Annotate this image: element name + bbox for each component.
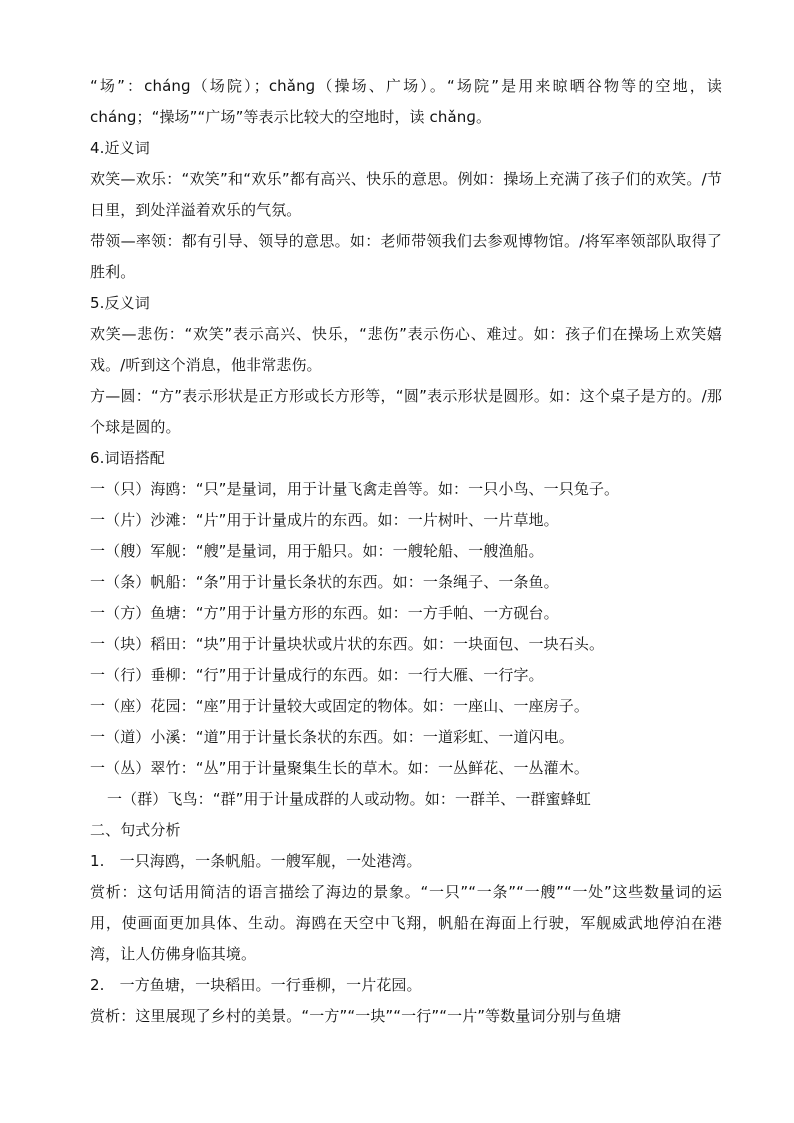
sentence-1: 1. 一只海鸥，一条帆船。一艘军舰，一处港湾。	[90, 852, 422, 870]
collocation-item: 一（只）海鸥：“只”是量词，用于计量飞禽走兽等。如：一只小鸟、一只兔子。	[90, 480, 620, 498]
paragraph-synonym-2: 带领—率领：都有引导、领导的意思。如：老师带领我们去参观博物馆。/将军率领部队取得了胜利。	[90, 232, 722, 281]
section-heading-synonyms: 4.近义词	[90, 139, 150, 157]
sentence-2-analysis: 赏析：这里展现了乡村的美景。“一方”“一块”“一行”“一片”等数量词分别与鱼塘	[90, 1007, 622, 1025]
collocation-item: 一（片）沙滩：“片”用于计量成片的东西。如：一片树叶、一片草地。	[90, 511, 559, 529]
collocation-item: 一（群）飞鸟：“群”用于计量成群的人或动物。如：一群羊、一群蜜蜂虹	[107, 790, 591, 808]
collocation-item: 一（座）花园：“座”用于计量较大或固定的物体。如：一座山、一座房子。	[90, 697, 589, 715]
collocation-item: 一（方）鱼塘：“方”用于计量方形的东西。如：一方手帕、一方砚台。	[90, 604, 559, 622]
section-heading-antonyms: 5.反义词	[90, 294, 150, 312]
collocation-item: 一（道）小溪：“道”用于计量长条状的东西。如：一道彩虹、一道闪电。	[90, 728, 574, 746]
collocation-item: 一（块）稻田：“块”用于计量块状或片状的东西。如：一块面包、一块石头。	[90, 635, 605, 653]
paragraph-chang-pronunciation: “场”：chánɡ（场院）；chǎnɡ（操场、广场）。“场院”是用来晾晒谷物等的空地，读chánɡ；“操场”“广场”等表示比较大的空地时，读 chǎnɡ。	[90, 77, 722, 126]
paragraph-synonym-1: 欢笑—欢乐：“欢笑”和“欢乐”都有高兴、快乐的意思。例如：操场上充满了孩子们的欢笑。/节日里，到处洋溢着欢乐的气氛。	[90, 170, 722, 219]
paragraph-antonym-2: 方—圆：“方”表示形状是正方形或长方形等，“圆”表示形状是圆形。如：这个桌子是方的。/那个球是圆的。	[90, 387, 722, 436]
collocation-item: 一（行）垂柳：“行”用于计量成行的东西。如：一行大雁、一行字。	[90, 666, 544, 684]
section-heading-collocations: 6.词语搭配	[90, 449, 165, 467]
collocation-item: 一（艘）军舰：“艘”是量词，用于船只。如：一艘轮船、一艘渔船。	[90, 542, 544, 560]
section-heading-sentence-analysis: 二、句式分析	[90, 821, 181, 839]
collocation-item: 一（丛）翠竹：“丛”用于计量聚集生长的草木。如：一丛鲜花、一丛灌木。	[90, 759, 589, 777]
sentence-1-analysis: 赏析：这句话用简洁的语言描绘了海边的景象。“一只”“一条”“一艘”“一处”这些数量词的运用，使画面更加具体、生动。海鸥在天空中飞翔，帆船在海面上行驶，军舰威武地停泊在港湾，让人仿佛身临其境。	[90, 883, 722, 963]
paragraph-antonym-1: 欢笑—悲伤：“欢笑”表示高兴、快乐，“悲伤”表示伤心、难过。如：孩子们在操场上欢笑嬉戏。/听到这个消息，他非常悲伤。	[90, 325, 722, 374]
sentence-2: 2. 一方鱼塘，一块稻田。一行垂柳，一片花园。	[90, 976, 422, 994]
collocation-item: 一（条）帆船：“条”用于计量长条状的东西。如：一条绳子、一条鱼。	[90, 573, 559, 591]
